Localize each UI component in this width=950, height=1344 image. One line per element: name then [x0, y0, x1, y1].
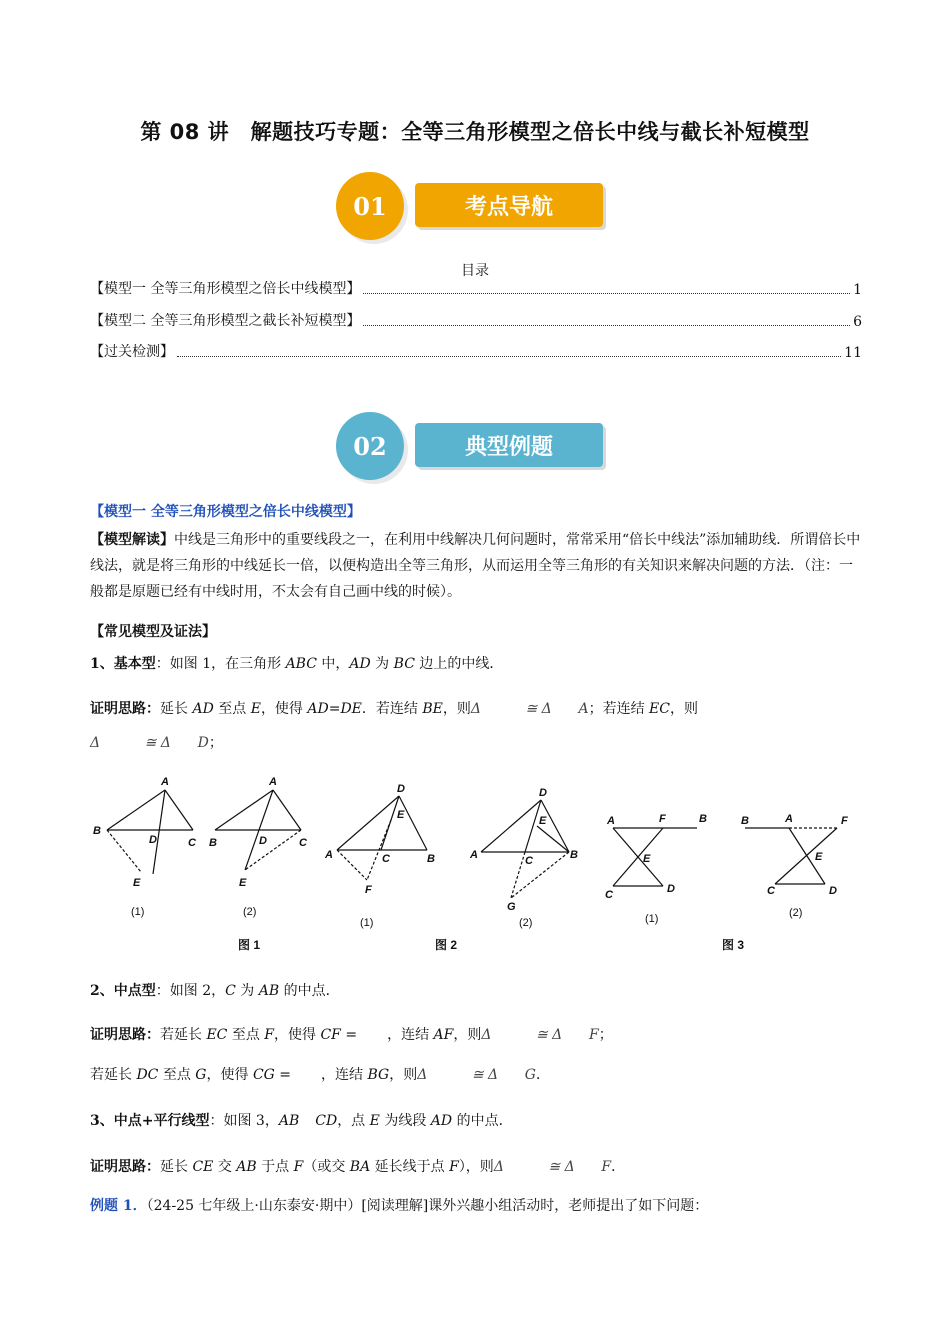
section-badge-01-label: 考点导航	[415, 183, 603, 227]
item-label: 1、基本型	[90, 656, 156, 672]
math: AB	[236, 1159, 257, 1175]
svg-text:E: E	[133, 877, 141, 889]
text: 为	[235, 983, 259, 999]
example-1	[90, 1193, 865, 1219]
svg-text:F: F	[365, 884, 372, 896]
proof-label: 证明思路：	[90, 1027, 160, 1043]
figure-1-2	[215, 790, 301, 870]
model-intro-text: 中线是三角形中的重要线段之一，在利用中线解决几何问题时，常常采用“倍长中线法”添加辅助线．所谓倍长中线法，就是将三角形的中线延长一倍，以便构造出全等三角形，从而运用全等三角形的有关知识来解决问题的方法．（注：一般都是原题已经有中线时用，不太会有自己画中线的时候）。	[90, 532, 861, 600]
text: ；	[598, 1027, 613, 1043]
math: ABC	[285, 656, 317, 672]
svg-text:B: B	[741, 815, 749, 827]
toc-item[interactable]	[90, 310, 862, 330]
text: ．若连结	[361, 701, 423, 717]
toc-item[interactable]	[90, 341, 862, 361]
svg-text:F: F	[659, 813, 666, 825]
text: 交	[213, 1159, 237, 1175]
toc-item-label: 【过关检测】	[90, 344, 174, 360]
text: 延长	[160, 701, 193, 717]
math: AB	[278, 1113, 300, 1129]
text: 至点	[213, 701, 251, 717]
toc-item-page: 1	[853, 282, 862, 298]
math: BA	[349, 1159, 371, 1175]
math: EC	[649, 701, 670, 717]
figure-3-1	[613, 828, 697, 886]
math: EC	[206, 1027, 228, 1043]
svg-text:(1): (1)	[131, 906, 145, 918]
example-text: （24-25 七年级上·山东泰安·期中）[阅读理解]课外兴趣小组活动时，老师提出了如下问题：	[146, 1198, 709, 1214]
item-midpoint-proof-2	[90, 1062, 865, 1088]
proof-label: 证明思路：	[90, 701, 160, 717]
figure-3-2	[745, 828, 837, 884]
svg-text:A: A	[325, 849, 333, 861]
text: ，使得	[206, 1067, 253, 1083]
text: 若延长	[160, 1027, 207, 1043]
svg-text:D: D	[539, 787, 547, 799]
math: AD	[192, 701, 214, 717]
congruence-expr: Δ ≅ Δ F	[493, 1159, 612, 1175]
svg-text:D: D	[259, 835, 267, 847]
svg-text:(1): (1)	[360, 917, 374, 929]
svg-text:D: D	[149, 834, 157, 846]
svg-text:A: A	[607, 815, 615, 827]
svg-text:D: D	[829, 885, 837, 897]
svg-text:(2): (2)	[789, 907, 803, 919]
text: ：如图 1，在三角形	[155, 656, 286, 672]
svg-text:B: B	[570, 849, 578, 861]
text: 为	[370, 656, 394, 672]
item-midpoint	[90, 978, 865, 1004]
figure-3-caption: 图 3	[722, 938, 745, 952]
item-basic-proof-cont	[90, 730, 865, 756]
math: AD=DE	[307, 701, 362, 717]
congruence-expr: Δ ≅ Δ F	[481, 1027, 599, 1043]
text: 至点	[227, 1027, 265, 1043]
svg-text:F: F	[841, 815, 848, 827]
congruence-expr: Δ ≅ Δ G	[417, 1067, 536, 1083]
section-heading: 【模型一 全等三角形模型之倍长中线模型】	[90, 504, 361, 520]
text: ，连结	[387, 1027, 434, 1043]
text: ，则	[453, 1027, 482, 1043]
math: AD	[349, 656, 371, 672]
figure-2-caption: 图 2	[435, 938, 458, 952]
svg-text:A: A	[785, 813, 793, 825]
congruence-expr: Δ ≅ Δ D	[90, 735, 209, 751]
math: CG =	[252, 1067, 292, 1083]
text: ，点	[337, 1113, 370, 1129]
text: 中，	[316, 656, 350, 672]
text: 于点	[256, 1159, 294, 1175]
svg-text:C: C	[382, 853, 390, 865]
item-midpoint-parallel	[90, 1108, 865, 1134]
math: BG	[367, 1067, 390, 1083]
text: 边上的中线．	[414, 656, 504, 672]
text: 延长线于点	[370, 1159, 450, 1175]
page-title: 第 08 讲 解题技巧专题：全等三角形模型之倍长中线与截长补短模型	[140, 120, 810, 144]
item-midpoint-parallel-proof	[90, 1154, 865, 1180]
model-intro-label: 【模型解读】	[90, 532, 174, 548]
svg-text:E: E	[643, 853, 651, 865]
svg-text:E: E	[239, 877, 247, 889]
figure-2-1	[337, 796, 427, 880]
text: 为线段	[379, 1113, 431, 1129]
math: F	[293, 1159, 304, 1175]
math: G	[195, 1067, 207, 1083]
text: ，则	[669, 701, 698, 717]
svg-text:E: E	[815, 851, 823, 863]
svg-text:(2): (2)	[243, 906, 257, 918]
text: ，则	[442, 701, 471, 717]
text: 若延长	[90, 1067, 137, 1083]
svg-text:(1): (1)	[645, 913, 659, 925]
text: ．	[536, 1067, 550, 1083]
svg-text:C: C	[188, 837, 196, 849]
toc-item-page: 11	[844, 345, 862, 361]
svg-text:B: B	[93, 825, 101, 837]
text: ：如图 3，	[209, 1113, 279, 1129]
toc-item-label: 【模型一 全等三角形模型之倍长中线模型】	[90, 281, 361, 297]
text: ，使得	[260, 701, 308, 717]
text: ；若连结	[588, 701, 650, 717]
svg-text:E: E	[397, 809, 405, 821]
svg-text:B: B	[699, 813, 707, 825]
math: F	[264, 1027, 275, 1043]
svg-text:C: C	[605, 889, 613, 901]
congruence-expr: Δ ≅ Δ A	[470, 701, 589, 717]
toc-item[interactable]	[90, 278, 862, 298]
proof-label: 证明思路：	[90, 1159, 160, 1175]
item-basic	[90, 651, 865, 677]
text: ：如图 2，	[155, 983, 226, 999]
math: AB	[258, 983, 280, 999]
math: C	[225, 983, 236, 999]
example-label: 例题 1．	[90, 1198, 147, 1214]
text: ，使得	[274, 1027, 321, 1043]
text: ．	[611, 1159, 626, 1175]
svg-text:G: G	[507, 901, 516, 913]
math: DC	[136, 1067, 159, 1083]
math: CE	[192, 1159, 214, 1175]
math: BE	[422, 701, 443, 717]
svg-text:A: A	[470, 849, 478, 861]
math: BC	[393, 656, 415, 672]
text: （或交	[303, 1159, 350, 1175]
figure-1-caption: 图 1	[238, 938, 261, 952]
svg-text:E: E	[539, 815, 547, 827]
text: 的中点．	[279, 983, 340, 999]
text: ），则	[458, 1159, 494, 1175]
svg-text:D: D	[397, 783, 405, 795]
text: ，连结	[321, 1067, 368, 1083]
text: ；	[208, 735, 223, 751]
math: F	[449, 1159, 459, 1175]
figures-diagram	[85, 770, 875, 960]
item-label: 3、中点+平行线型	[90, 1113, 210, 1129]
svg-text:A: A	[161, 776, 169, 788]
section-badge-02-label: 典型例题	[415, 423, 603, 467]
math: CD	[315, 1113, 338, 1129]
item-label: 2、中点型	[90, 983, 156, 999]
svg-text:C: C	[525, 855, 533, 867]
math: E	[369, 1113, 380, 1129]
text: 延长	[160, 1159, 193, 1175]
section-badge-01-number: 01	[336, 172, 404, 240]
svg-text:(2): (2)	[519, 917, 533, 929]
text: 至点	[158, 1067, 196, 1083]
math: AF	[433, 1027, 454, 1043]
figure-1-1	[107, 790, 193, 874]
section-badge-02-number: 02	[336, 412, 404, 480]
math: AD	[430, 1113, 453, 1129]
svg-text:A: A	[269, 776, 277, 788]
svg-text:C: C	[299, 837, 307, 849]
text: ，则	[389, 1067, 418, 1083]
model-intro	[90, 527, 865, 605]
math: CF =	[320, 1027, 358, 1043]
toc-heading: 目录	[461, 263, 489, 279]
svg-text:D: D	[667, 883, 675, 895]
common-models-label: 【常见模型及证法】	[90, 624, 216, 640]
toc-item-page: 6	[853, 314, 862, 330]
svg-text:B: B	[209, 837, 217, 849]
toc-item-label: 【模型二 全等三角形模型之截长补短模型】	[90, 313, 361, 329]
math: E	[250, 701, 261, 717]
figure-2-2	[481, 800, 569, 898]
text: 的中点．	[452, 1113, 513, 1129]
item-basic-proof	[90, 696, 865, 722]
svg-text:B: B	[427, 853, 435, 865]
item-midpoint-proof-1	[90, 1022, 865, 1048]
svg-text:C: C	[767, 885, 775, 897]
